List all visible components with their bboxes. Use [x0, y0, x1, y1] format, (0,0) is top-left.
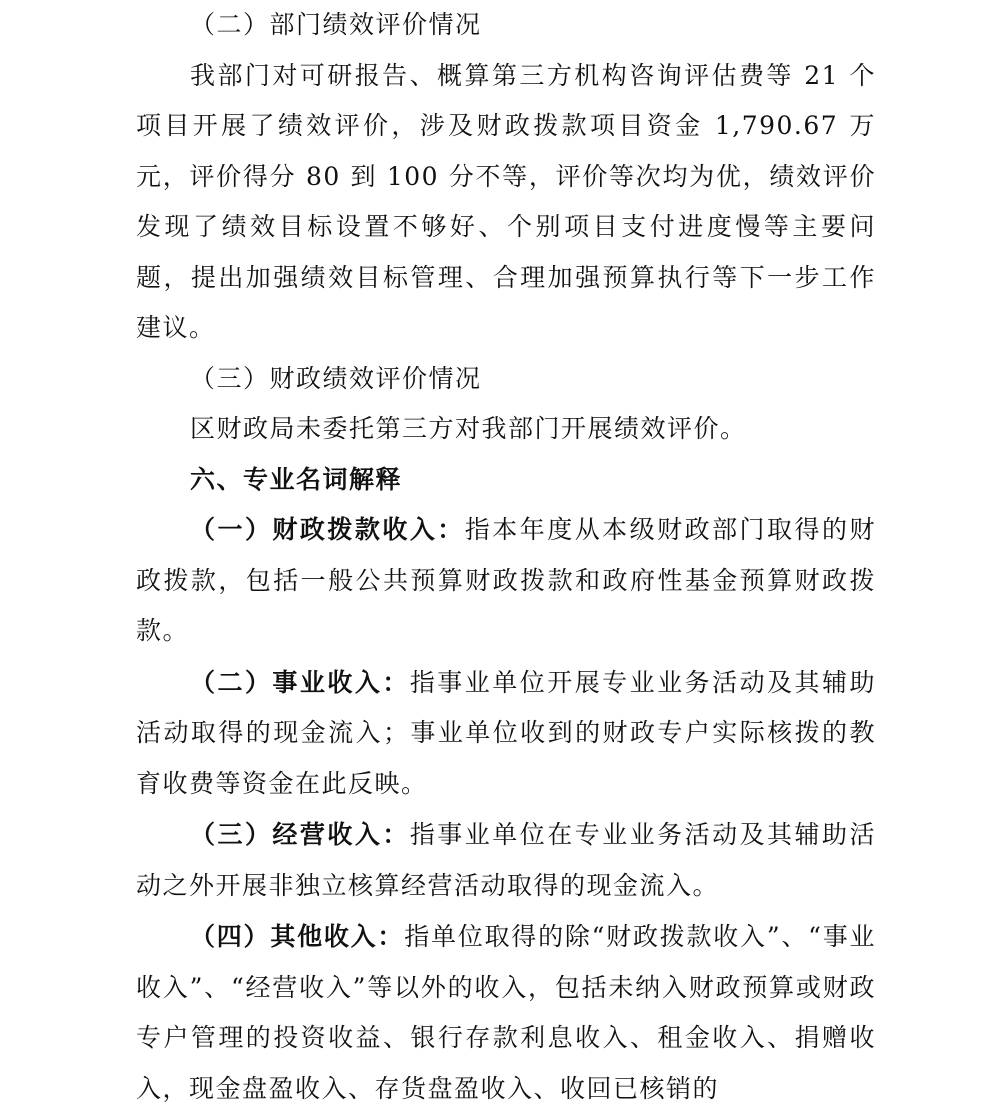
term-paragraph — [136, 912, 876, 1114]
document-page — [136, 0, 876, 1114]
term-definition: 指事业单位在专业业务活动及其辅助活动之外开展非独立核算经营活动取得的现金流入。 — [136, 820, 876, 900]
term-paragraph — [136, 505, 876, 657]
term-paragraph — [136, 658, 876, 810]
section-heading-glossary: 六、专业名词解释 — [190, 464, 403, 494]
term-label: （二）事业收入： — [190, 667, 410, 697]
term-definition: 指事业单位开展专业业务活动及其辅助活动取得的现金流入；事业单位收到的财政专户实际核拨的教育收费等资金在此反映。 — [136, 667, 876, 798]
paragraph-fin-eval: 区财政局未委托第三方对我部门开展绩效评价。 — [190, 414, 747, 443]
term-label: （四）其他收入： — [190, 922, 405, 951]
term-label: （一）财政拨款收入： — [190, 515, 465, 544]
section-heading-fin-eval: （三）财政绩效评价情况 — [190, 363, 482, 393]
paragraph-dept-eval: 我部门对可研报告、概算第三方机构咨询评估费等 21 个项目开展了绩效评价，涉及财政拨款项目资金 1,790.67 万元，评价得分 80 到 100 分不等，评价等次均为优，绩效评价发现了绩效目标设置不够好、个别项目支付进度慢等主要问题，提出加强绩效目标管理、合理加强预算执行等下一步工作建议。 — [136, 60, 876, 342]
section-heading-dept-eval: （二）部门绩效评价情况 — [190, 10, 482, 39]
term-label: （三）经营收入： — [190, 820, 410, 849]
term-definition: 指本年度从本级财政部门取得的财政拨款，包括一般公共预算财政拨款和政府性基金预算财政拨款。 — [136, 515, 876, 645]
term-definition: 指单位取得的除“财政拨款收入”、“事业收入”、“经营收入”等以外的收入，包括未纳入财政预算或财政专户管理的投资收益、银行存款利息收入、租金收入、捐赠收入，现金盘盈收入、存货盘盈收入、收回已核销的 — [136, 922, 876, 1103]
term-paragraph — [136, 810, 876, 911]
